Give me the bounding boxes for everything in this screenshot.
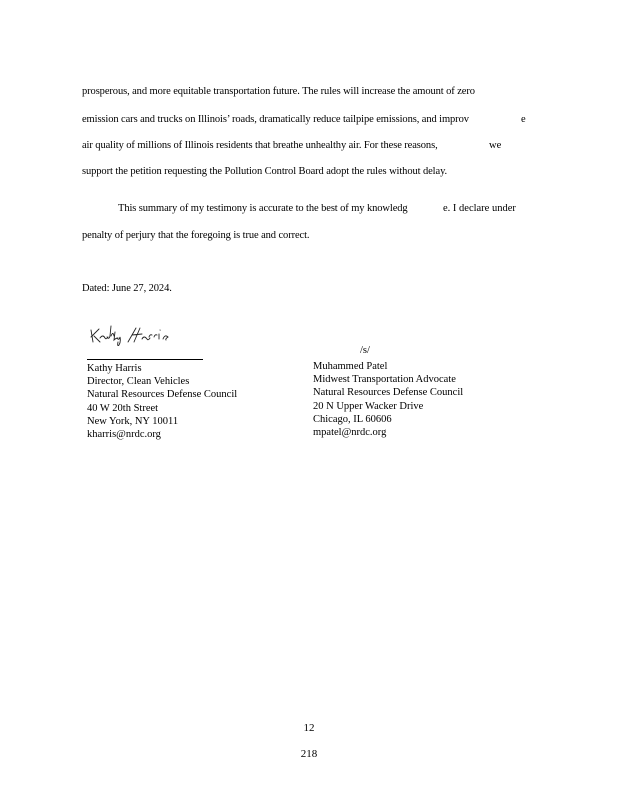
declaration-line-2: penalty of perjury that the foregoing is true and correct. [82, 230, 310, 241]
document-page-number: 218 [300, 748, 318, 760]
signer-right-city: Chicago, IL 60606 [313, 413, 392, 425]
signer-right-block [313, 360, 463, 439]
signer-left-email: kharris@nrdc.org [87, 429, 161, 441]
signer-left-street: 40 W 20th Street [87, 402, 159, 414]
signer-left-city: New York, NY 10011 [87, 415, 179, 427]
body-line-4: support the petition requesting the Pollution Control Board adopt the rules without delay. [82, 166, 448, 177]
dated-line: Dated: June 27, 2024. [82, 283, 172, 294]
body-line-2-fragment: e [521, 114, 526, 125]
handwritten-signature [88, 322, 188, 346]
signature-line [87, 359, 203, 360]
signer-right-email: mpatel@nrdc.org [313, 427, 387, 439]
signer-right-title: Midwest Transportation Advocate [313, 374, 456, 386]
signer-left-name: Kathy Harris [87, 363, 142, 374]
signer-left-organization: Natural Resources Defense Council [87, 389, 238, 401]
body-line-3: air quality of millions of Illinois residents that breathe unhealthy air. For these reasons, [82, 140, 438, 151]
signer-left-block [87, 362, 237, 441]
body-line-2: emission cars and trucks on Illinois’ roads, dramatically reduce tailpipe emissions, and improv [82, 114, 469, 125]
signer-right-signature-mark: /s/ [360, 345, 370, 356]
declaration-line-1b: e. I declare under [443, 203, 516, 214]
declaration-line-1a: This summary of my testimony is accurate to the best of my knowledg [118, 203, 408, 214]
signer-left-title: Director, Clean Vehicles [87, 376, 190, 388]
page-number: 12 [303, 722, 315, 734]
signer-right-name: Muhammed Patel [313, 361, 388, 372]
signer-right-organization: Natural Resources Defense Council [313, 387, 464, 399]
signer-right-street: 20 N Upper Wacker Drive [313, 400, 424, 412]
body-line-1: prosperous, and more equitable transportation future. The rules will increase the amount of zero [82, 86, 475, 97]
body-line-3-fragment: we [489, 140, 502, 151]
